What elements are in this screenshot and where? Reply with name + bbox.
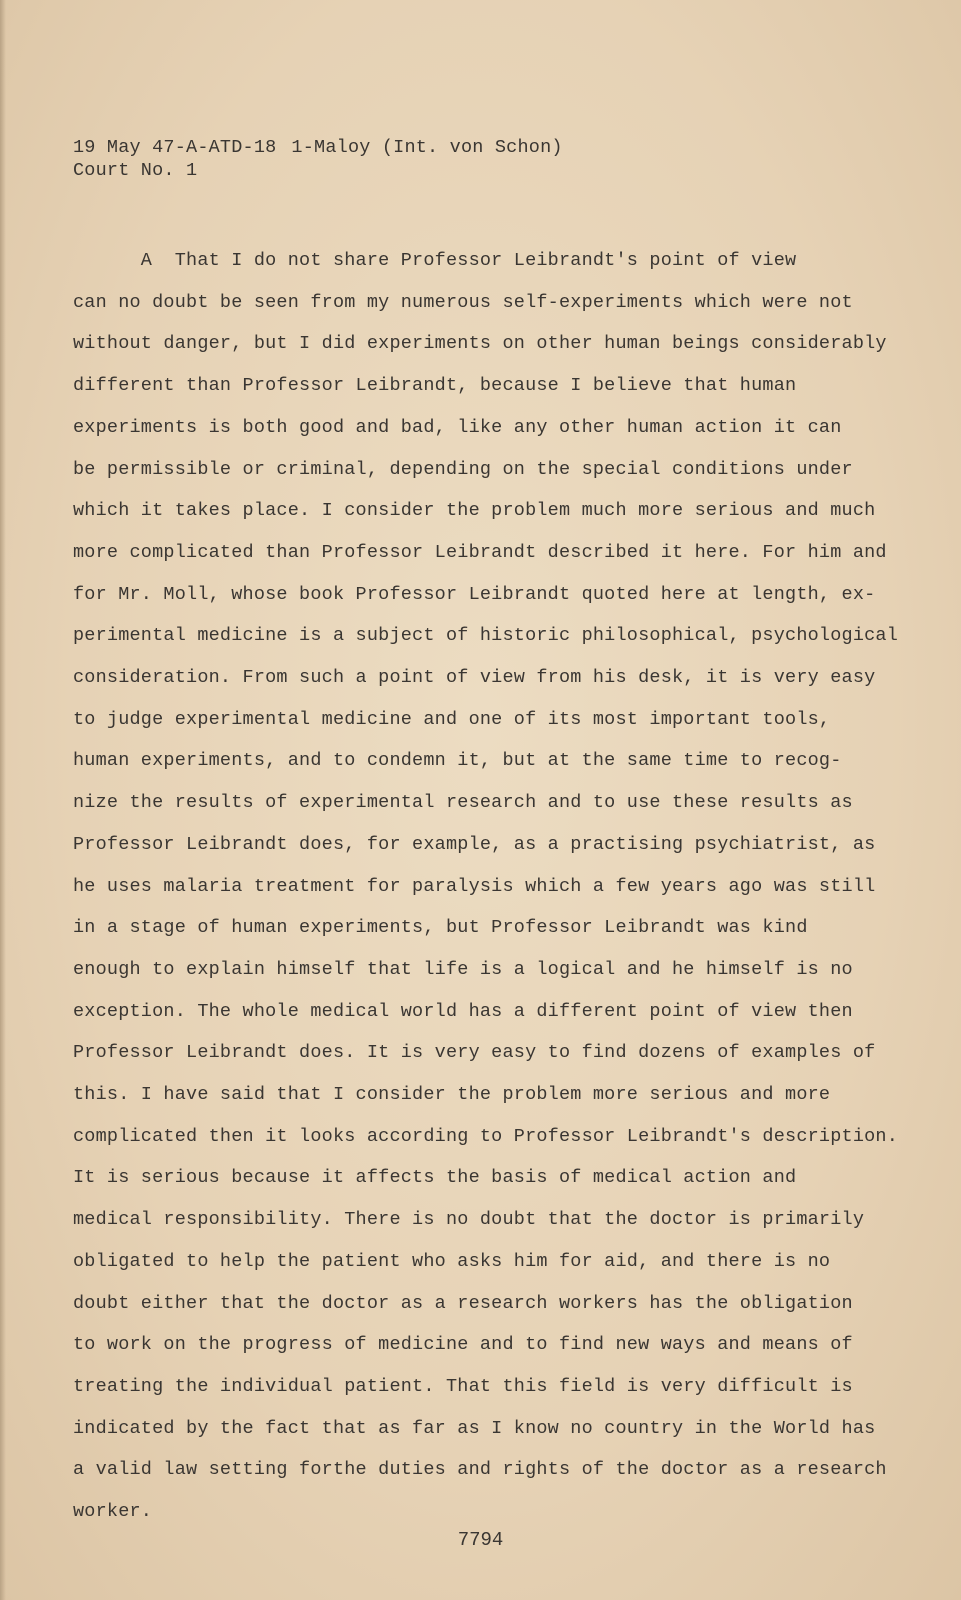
document-header [73,136,563,182]
text-line: consideration. From such a point of view from his desk, it is very easy [73,667,876,689]
text-line: experiments is both good and bad, like any other human action it can [73,416,842,438]
text-line: enough to explain himself that life is a logical and he himself is no [73,958,853,980]
text-line: It is serious because it affects the basis of medical action and [73,1167,797,1189]
text-line: this. I have said that I consider the problem more serious and more [73,1084,831,1106]
text-line: to work on the progress of medicine and to find new ways and means of [73,1334,853,1356]
header-reference-line: 19 May 47-A-ATD-181-Maloy (Int. von Schon) [73,137,563,158]
text-line: exception. The whole medical world has a different point of view then [73,1000,853,1022]
text-line: without danger, but I did experiments on other human beings considerably [73,333,887,355]
text-line: which it takes place. I consider the problem much more serious and much [73,500,876,522]
page-number: 7794 [457,1529,504,1551]
text-line: more complicated than Professor Leibrandt described it here. For him and [73,541,887,563]
transcript-body [73,240,913,1533]
text-line: doubt either that the doctor as a research workers has the obligation [73,1292,853,1314]
text-line: treating the individual patient. That this field is very difficult is [73,1375,853,1397]
text-line: Professor Leibrandt does, for example, as a practising psychiatrist, as [73,833,876,855]
text-line: complicated then it looks according to Professor Leibrandt's description. [73,1125,899,1147]
text-line: perimental medicine is a subject of historic philosophical, psychological [73,625,899,647]
header-court-line: Court No. 1 [73,160,198,181]
text-line: different than Professor Leibrandt, because I believe that human [73,375,797,397]
text-line: a valid law setting forthe duties and rights of the doctor as a research [73,1459,887,1481]
page-edge [0,0,6,1600]
text-line: nize the results of experimental research and to use these results as [73,792,853,814]
text-line: worker. [73,1501,153,1523]
text-line: A That I do not share Professor Leibrandt's point of view [73,250,797,271]
text-line: be permissible or criminal, depending on the special conditions under [73,458,853,480]
text-line: in a stage of human experiments, but Professor Leibrandt was kind [73,917,808,939]
text-line: to judge experimental medicine and one of its most important tools, [73,708,831,730]
text-line: Professor Leibrandt does. It is very easy to find dozens of examples of [73,1042,876,1064]
text-line: human experiments, and to condemn it, but at the same time to recog- [73,750,842,772]
text-line: can no doubt be seen from my numerous self-experiments which were not [73,291,853,313]
text-line: he uses malaria treatment for paralysis which a few years ago was still [73,875,876,897]
text-line: for Mr. Moll, whose book Professor Leibrandt quoted here at length, ex- [73,583,876,605]
text-line: obligated to help the patient who asks him for aid, and there is no [73,1250,831,1272]
text-line: indicated by the fact that as far as I know no country in the World has [73,1417,876,1439]
text-line: medical responsibility. There is no doubt that the doctor is primarily [73,1209,865,1231]
